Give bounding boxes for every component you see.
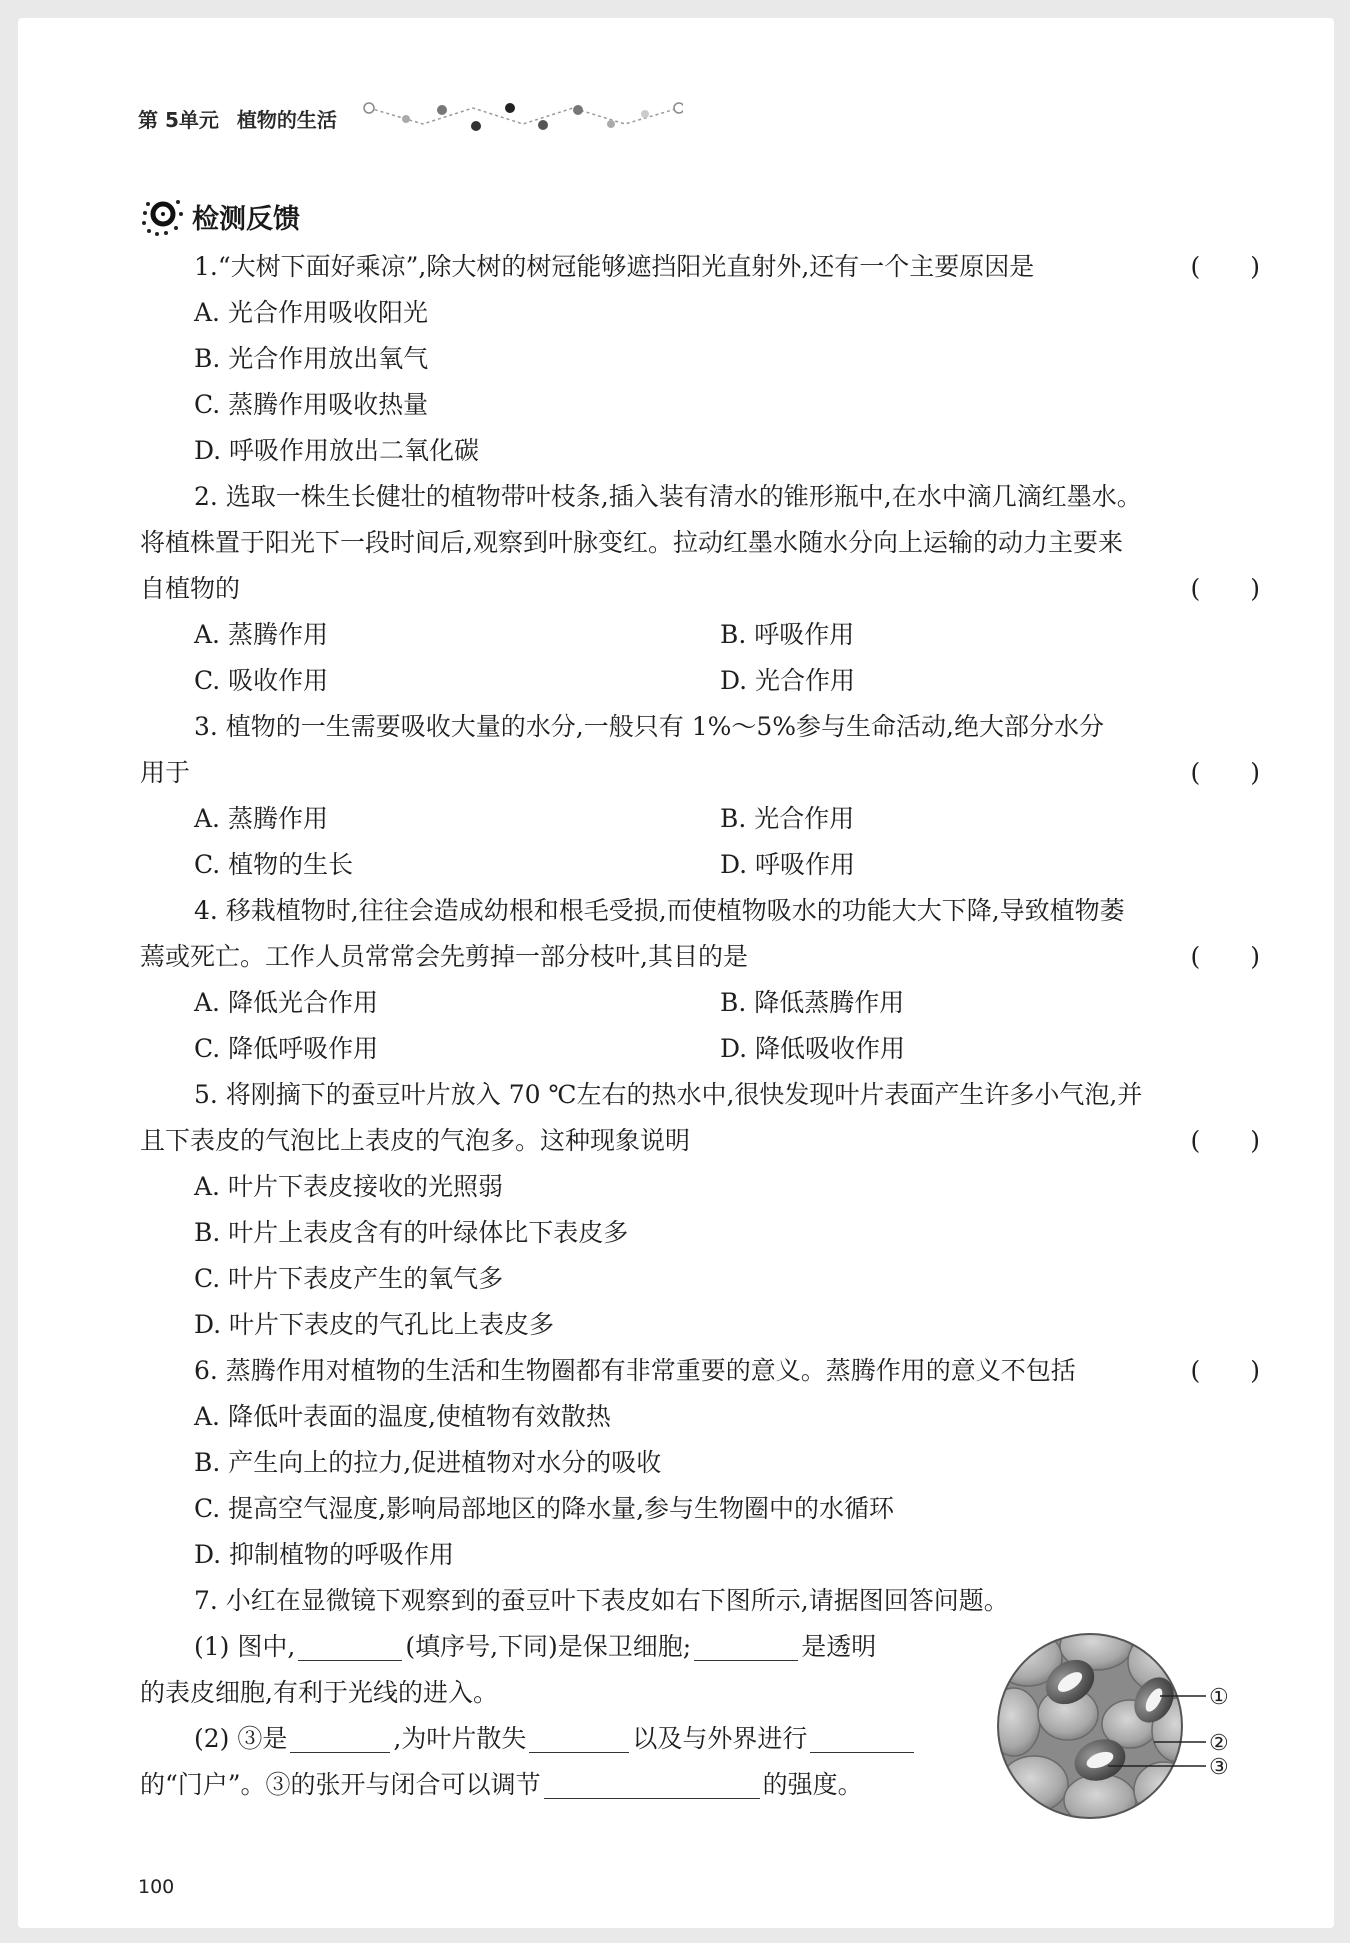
question-stem-line: 1.“大树下面好乘凉”,除大树的树冠能够遮挡阳光直射外,还有一个主要原因是 ( ): [140, 244, 1260, 290]
question-stem-line: 5. 将刚摘下的蚕豆叶片放入 70 ℃左右的热水中,很快发现叶片表面产生许多小气泡,并: [194, 1080, 1143, 1109]
option-b: B. 光合作用: [720, 804, 855, 833]
question-2: [140, 474, 1260, 704]
question-6: [140, 1348, 1260, 1578]
question-stem-line: 用于 ( ): [140, 750, 1260, 796]
question-stem-line: 4. 移栽植物时,往往会造成幼根和根毛受损,而使植物吸水的功能大大下降,导致植物萎: [194, 896, 1125, 925]
workbook-page: [18, 18, 1334, 1928]
question-stem-line: 且下表皮的气泡比上表皮的气泡多。这种现象说明 ( ): [140, 1118, 1260, 1164]
answer-parentheses: ( ): [1190, 942, 1260, 971]
answer-blank[interactable]: [694, 1630, 798, 1661]
option-b: B. 呼吸作用: [720, 620, 855, 649]
option-row: [140, 612, 1260, 658]
answer-parentheses: ( ): [1190, 758, 1260, 787]
option-c: C. 吸收作用: [194, 666, 329, 695]
option-d: D. 叶片下表皮的气孔比上表皮多: [194, 1310, 555, 1339]
option-c: C. 植物的生长: [194, 850, 354, 879]
option-a: A. 降低光合作用: [194, 988, 378, 1017]
option-d: D. 呼吸作用放出二氧化碳: [194, 436, 480, 465]
section-title: 检测反馈: [192, 203, 300, 235]
answer-blank[interactable]: [290, 1722, 390, 1753]
option-a: A. 叶片下表皮接收的光照弱: [194, 1172, 503, 1201]
running-header: [138, 104, 337, 133]
answer-blank[interactable]: [298, 1630, 402, 1661]
answer-parentheses: ( ): [1190, 1126, 1260, 1155]
question-1: [140, 244, 1260, 474]
exercise-content: [140, 244, 1260, 1808]
option-row: [140, 1026, 1260, 1072]
figure-label-2: ②: [1209, 1731, 1229, 1756]
header-unit: 第 5单元: [138, 108, 219, 132]
q7-part-2-line: 的“门户”。③的张开与闭合可以调节 的强度。: [140, 1770, 863, 1799]
answer-blank[interactable]: [810, 1722, 914, 1753]
question-stem-line: 7. 小红在显微镜下观察到的蚕豆叶下表皮如右下图所示,请据图回答问题。: [194, 1586, 1009, 1615]
option-d: D. 光合作用: [720, 666, 856, 695]
option-a: A. 降低叶表面的温度,使植物有效散热: [194, 1402, 611, 1431]
option-row: [140, 842, 1260, 888]
option-row: [140, 796, 1260, 842]
figure-label-3: ③: [1209, 1755, 1229, 1780]
option-d: D. 降低吸收作用: [720, 1034, 906, 1063]
option-c: C. 降低呼吸作用: [194, 1034, 379, 1063]
leaf-epidermis-micrograph: [988, 1618, 1248, 1838]
q7-part-1-line: 的表皮细胞,有利于光线的进入。: [140, 1678, 498, 1707]
question-stem-line: 自植物的 ( ): [140, 566, 1260, 612]
figure-label-1: ①: [1209, 1685, 1229, 1710]
option-c: C. 蒸腾作用吸收热量: [194, 390, 429, 419]
option-c: C. 提高空气湿度,影响局部地区的降水量,参与生物圈中的水循环: [194, 1494, 895, 1523]
page-number: 100: [138, 1876, 175, 1898]
question-4: [140, 888, 1260, 1072]
option-a: A. 蒸腾作用: [194, 620, 328, 649]
answer-blank[interactable]: [529, 1722, 629, 1753]
question-stem-line: 蔫或死亡。工作人员常常会先剪掉一部分枝叶,其目的是 ( ): [140, 934, 1260, 980]
option-d: D. 抑制植物的呼吸作用: [194, 1540, 455, 1569]
answer-parentheses: ( ): [1190, 252, 1260, 281]
question-stem-line: 2. 选取一株生长健壮的植物带叶枝条,插入装有清水的锥形瓶中,在水中滴几滴红墨水。: [194, 482, 1142, 511]
answer-parentheses: ( ): [1190, 574, 1260, 603]
question-stem-line: 6. 蒸腾作用对植物的生活和生物圈都有非常重要的意义。蒸腾作用的意义不包括 ( ): [140, 1348, 1260, 1394]
option-b: B. 产生向上的拉力,促进植物对水分的吸收: [194, 1448, 662, 1477]
question-stem-line: 3. 植物的一生需要吸收大量的水分,一般只有 1%～5%参与生命活动,绝大部分水分: [194, 712, 1104, 741]
option-row: [140, 980, 1260, 1026]
question-3: [140, 704, 1260, 888]
section-heading: [140, 194, 300, 238]
answer-blank[interactable]: [544, 1768, 760, 1799]
option-c: C. 叶片下表皮产生的氧气多: [194, 1264, 504, 1293]
option-d: D. 呼吸作用: [720, 850, 856, 879]
magnifier-icon: [140, 196, 184, 236]
option-a: A. 蒸腾作用: [194, 804, 328, 833]
question-5: [140, 1072, 1260, 1348]
q7-part-1-line: (1) 图中, (填序号,下同)是保卫细胞; 是透明: [194, 1632, 877, 1661]
option-b: B. 降低蒸腾作用: [720, 988, 905, 1017]
answer-parentheses: ( ): [1190, 1356, 1260, 1385]
option-row: [140, 658, 1260, 704]
option-b: B. 光合作用放出氧气: [194, 344, 429, 373]
q7-part-2-line: (2) ③是 ,为叶片散失 以及与外界进行: [140, 1716, 1260, 1762]
header-dots-ornament: [363, 98, 683, 138]
header-title: 植物的生活: [236, 108, 337, 132]
option-a: A. 光合作用吸收阳光: [194, 298, 428, 327]
option-b: B. 叶片上表皮含有的叶绿体比下表皮多: [194, 1218, 629, 1247]
question-stem-line: 将植株置于阳光下一段时间后,观察到叶脉变红。拉动红墨水随水分向上运输的动力主要来: [140, 528, 1123, 557]
